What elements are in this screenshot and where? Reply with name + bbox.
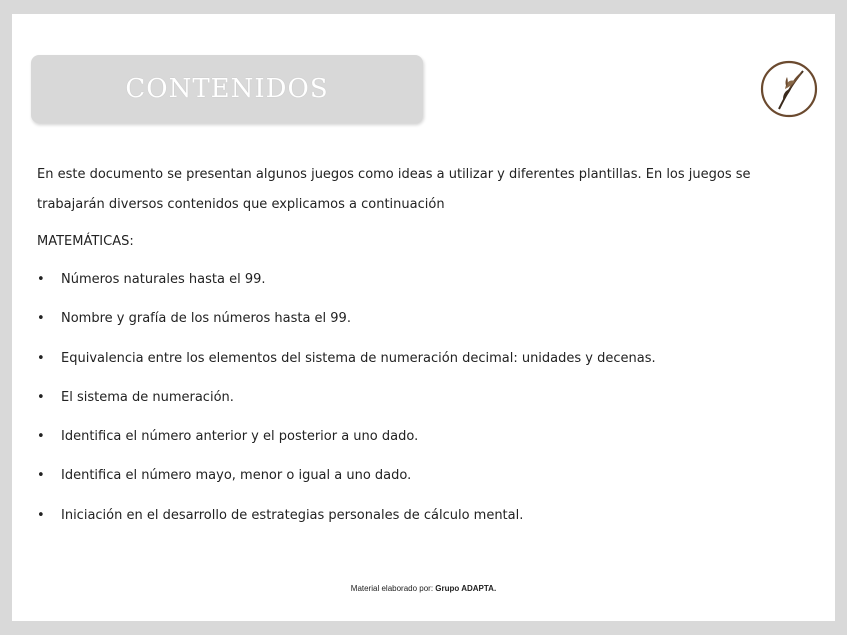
bullet-icon: • <box>37 272 45 287</box>
list-item-text: Identifica el número mayo, menor o igual a uno dado. <box>61 468 412 484</box>
list-item-text: Identifica el número anterior y el posterior a uno dado. <box>61 429 419 445</box>
bullet-icon: • <box>37 389 45 405</box>
document-page <box>12 14 835 621</box>
intro-paragraph: En este documento se presentan algunos juegos como ideas a utilizar y diferentes plantillas. En los juegos se trabajarán diversos contenidos que explicamos a continuación <box>37 167 751 212</box>
list-item <box>37 270 656 309</box>
list-item-text: Números naturales hasta el 99. <box>61 272 266 287</box>
bullet-icon: • <box>37 311 45 327</box>
content-list <box>37 270 656 545</box>
footer-author: Grupo ADAPTA. <box>435 584 497 593</box>
footer-prefix: Material elaborado por: <box>350 584 436 593</box>
list-item <box>37 309 656 348</box>
list-item <box>37 349 656 388</box>
list-item-text: Nombre y grafía de los números hasta el 99. <box>61 311 351 327</box>
section-heading: MATEMÁTICAS: <box>37 234 134 249</box>
title-banner <box>31 55 423 123</box>
bullet-icon: • <box>37 468 45 484</box>
bullet-icon: • <box>37 507 45 523</box>
bullet-icon: • <box>37 429 45 445</box>
bullet-icon: • <box>37 350 45 366</box>
list-item <box>37 466 656 505</box>
list-item-text: Iniciación en el desarrollo de estrategias personales de cálculo mental. <box>61 507 524 523</box>
list-item <box>37 506 656 545</box>
page-title: CONTENIDOS <box>125 74 329 104</box>
list-item-text: Equivalencia entre los elementos del sistema de numeración decimal: unidades y decenas. <box>61 350 656 366</box>
list-item <box>37 427 656 466</box>
list-item <box>37 388 656 427</box>
list-item-text: El sistema de numeración. <box>61 389 234 405</box>
footer-credit <box>12 584 835 593</box>
feather-circle-logo-icon <box>759 59 819 119</box>
